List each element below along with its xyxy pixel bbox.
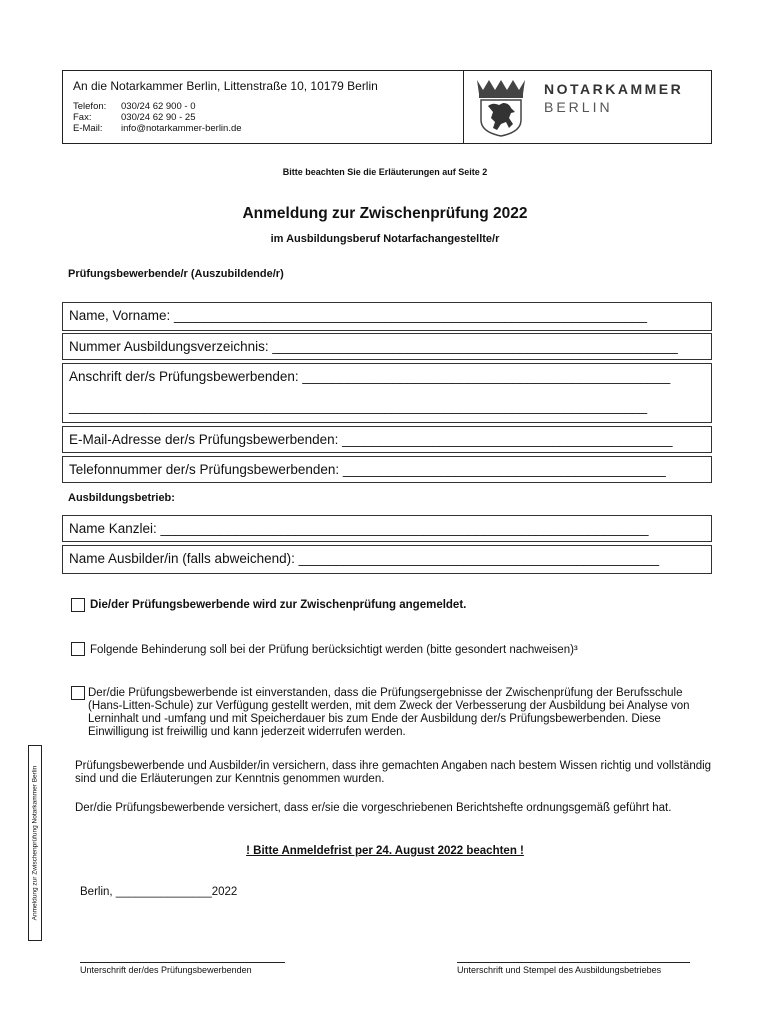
training-number-label: Nummer Ausbildungsverzeichnis: ______________________________________________________ [69, 339, 678, 354]
contact-value: info@notarkammer-berlin.de [121, 123, 242, 134]
registered-checkbox[interactable] [71, 598, 85, 612]
section-heading-applicant: Prüfungsbewerbende/r (Auszubildende/r) [68, 268, 284, 280]
training-number-field[interactable] [62, 333, 712, 360]
kanzlei-label: Name Kanzlei: _________________________________________________________________ [69, 521, 649, 536]
report-book-statement: Der/die Prüfungsbewerbende versichert, dass er/sie die vorgeschriebenen Berichtshefte ordnungsgemäß geführt hat. [75, 802, 672, 814]
letterhead [62, 70, 712, 144]
contact-phone [73, 101, 195, 112]
side-label: Anmeldung zur Zwischenprüfung Notarkammer Berlin [31, 765, 39, 921]
name-field-label: Name, Vorname: _______________________________________________________________ [69, 308, 648, 323]
recipient-address: An die Notarkammer Berlin, Littenstraße 10, 10179 Berlin [73, 79, 378, 93]
page-subtitle: im Ausbildungsberuf Notarfachangestellte/r [270, 233, 500, 245]
signature-line-company [457, 962, 690, 963]
contact-label: Fax: [73, 112, 92, 123]
address-line-2: _____________________________________________________________________________ [69, 399, 648, 414]
signature-label-applicant: Unterschrift der/des Prüfungsbewerbenden [80, 965, 252, 975]
contact-email [73, 123, 242, 134]
disability-checkbox-label: Folgende Behinderung soll bei der Prüfung berücksichtigt werden (bitte gesondert nachweisen)³ [90, 644, 578, 656]
consent-checkbox[interactable] [71, 686, 85, 700]
contact-label: Telefon: [73, 101, 107, 112]
contact-label: E-Mail: [73, 123, 103, 134]
disability-checkbox[interactable] [71, 642, 85, 656]
signature-label-company: Unterschrift und Stempel des Ausbildungsbetriebes [457, 965, 662, 975]
contact-value: 030/24 62 900 - 0 [121, 101, 196, 112]
place-date-field[interactable]: Berlin, _______________2022 [80, 886, 238, 898]
signature-line-applicant [80, 962, 285, 963]
note-explanations: Bitte beachten Sie die Erläuterungen auf Seite 2 [282, 167, 488, 177]
email-label: E-Mail-Adresse der/s Prüfungsbewerbenden: ____________________________________________ [69, 432, 673, 447]
section-heading-company: Ausbildungsbetrieb: [68, 492, 175, 504]
email-field[interactable] [62, 426, 712, 453]
deadline-notice: ! Bitte Anmeldefrist per 24. August 2022 beachten ! [246, 845, 524, 857]
address-field[interactable] [62, 363, 712, 423]
consent-checkbox-label: Der/die Prüfungsbewerbende ist einverstanden, dass die Prüfungsergebnisse der Zwischenprüfung der Berufsschule (Hans-Litten-Schule) zur Verfügung gestellt werden, mit dem Zweck der Verbesserung der Ausbildung bei Analyse von Lerninhalt und -umfang und mit Speicherdauer bis zum Ende der Ausbildung der/s Prüfungsbewerbenden. Diese Einwilligung ist freiwillig und kann jederzeit widerrufen werden. [88, 687, 690, 738]
trainer-field[interactable] [62, 545, 712, 574]
logo-wordmark: NOTARKAMMER [544, 81, 684, 97]
kanzlei-field[interactable] [62, 515, 712, 542]
phone-label: Telefonnummer der/s Prüfungsbewerbenden: ___________________________________________ [69, 462, 666, 477]
phone-field[interactable] [62, 456, 712, 483]
registered-checkbox-label: Die/der Prüfungsbewerbende wird zur Zwischenprüfung angemeldet. [90, 599, 467, 611]
contact-fax [73, 112, 195, 123]
address-label: Anschrift der/s Prüfungsbewerbenden: _________________________________________________ [69, 369, 671, 384]
name-field[interactable] [62, 302, 712, 331]
berlin-bear-crest-icon [473, 76, 537, 138]
assurance-statement: Prüfungsbewerbende und Ausbilder/in versichern, dass ihre gemachten Angaben nach bestem Wissen richtig und vollständig sind und die Erläuterungen zur Kenntnis genommen wurden. [75, 760, 712, 785]
header-divider [463, 71, 464, 143]
page-title: Anmeldung zur Zwischenprüfung 2022 [242, 205, 528, 222]
trainer-label: Name Ausbilder/in (falls abweichend): ________________________________________________ [69, 551, 659, 566]
contact-value: 030/24 62 90 - 25 [121, 112, 196, 123]
logo-city: BERLIN [544, 99, 613, 115]
